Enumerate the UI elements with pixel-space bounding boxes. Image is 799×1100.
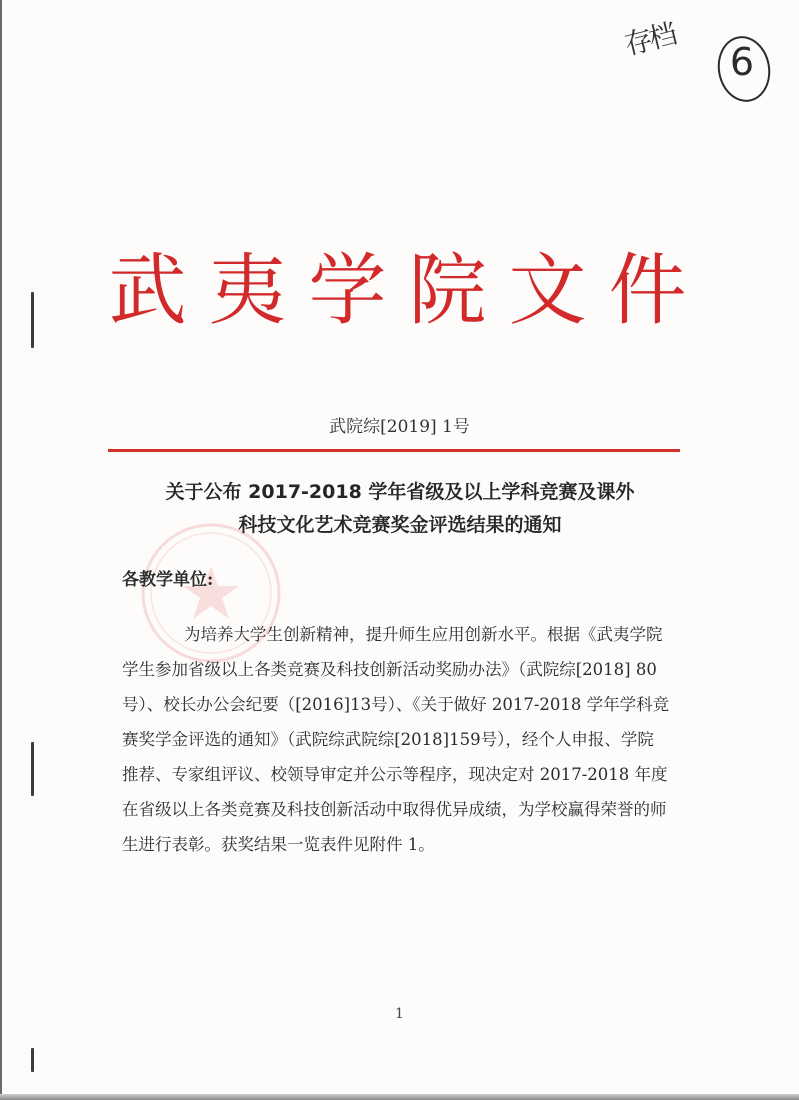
page-edge-left: [0, 0, 2, 1100]
handwritten-annotation: [620, 14, 790, 94]
salutation: 各教学单位:: [122, 570, 214, 590]
notice-title-line: 科技文化艺术竞赛奖金评选结果的通知: [238, 514, 562, 536]
notice-title-line: 关于公布 2017-2018 学年省级及以上学科竞赛及课外: [165, 481, 635, 503]
staple-mark: [31, 1048, 34, 1072]
handwritten-circled-number: 6: [729, 40, 755, 84]
body-paragraph: [122, 617, 670, 862]
page-number: 1: [395, 1006, 404, 1022]
red-divider-rule: [108, 449, 680, 452]
document-number: 武院综[2019] 1号: [329, 417, 470, 437]
body-paragraph-text: 为培养大学生创新精神，提升师生应用创新水平。根据《武夷学院学生参加省级以上各类竞赛及科技创新活动奖励办法》（武院综[2018] 80号）、校长办公会纪要（[2016]13号）、《关于做好 2017-2018 学年学科竞赛奖学金评选的通知》（武院综武院综[2018]159号），经个人申报、学院推荐、专家组评议、校领导审定并公示等程序，现决定对 2017-2018 年度在省级以上各类竞赛及科技创新活动中取得优异成绩，为学校赢得荣誉的师生进行表彰。获奖结果一览表件见附件 1。: [122, 625, 670, 854]
staple-mark: [31, 742, 34, 796]
page-edge-bottom: [0, 1094, 799, 1100]
document-header-title: 武夷学院文件: [108, 246, 709, 336]
notice-title: [100, 476, 700, 542]
handwritten-text: 存档: [621, 17, 678, 62]
